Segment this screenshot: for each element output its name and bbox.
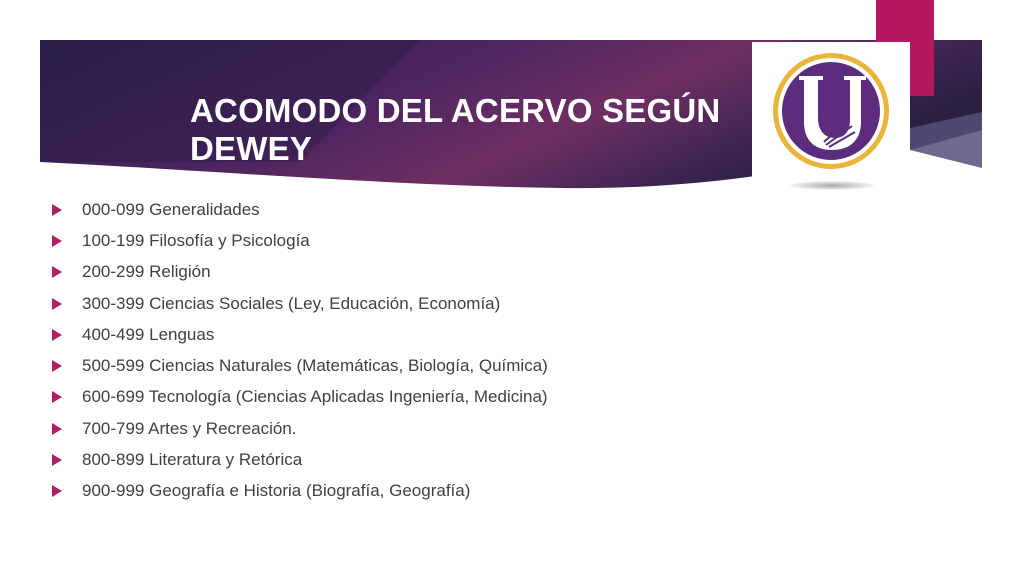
list-item-text: 900-999 Geografía e Historia (Biografía, Geografía) bbox=[82, 481, 471, 501]
list-item bbox=[52, 476, 548, 507]
list-item-text: 800-899 Literatura y Retórica bbox=[82, 450, 303, 470]
list-item bbox=[52, 350, 548, 381]
list-item bbox=[52, 382, 548, 413]
list-item-text: 700-799 Artes y Recreación. bbox=[82, 418, 297, 438]
list-item bbox=[52, 444, 548, 475]
triangle-right-icon bbox=[52, 204, 62, 216]
triangle-right-icon bbox=[52, 485, 62, 497]
triangle-right-icon bbox=[52, 298, 62, 310]
title-line-1: ACOMODO DEL ACERVO SEGÚN bbox=[190, 92, 721, 129]
list-item-text: 200-299 Religión bbox=[82, 262, 211, 282]
triangle-right-icon bbox=[52, 235, 62, 247]
list-item bbox=[52, 225, 548, 256]
dewey-list bbox=[52, 194, 548, 507]
list-item bbox=[52, 288, 548, 319]
list-item-text: 000-099 Generalidades bbox=[82, 199, 260, 219]
triangle-right-icon bbox=[52, 454, 62, 466]
triangle-right-icon bbox=[52, 266, 62, 278]
triangle-right-icon bbox=[52, 360, 62, 372]
triangle-right-icon bbox=[52, 329, 62, 341]
university-logo-icon bbox=[752, 42, 910, 178]
list-item bbox=[52, 319, 548, 350]
list-item bbox=[52, 413, 548, 444]
logo-shadow bbox=[790, 181, 874, 190]
list-item bbox=[52, 257, 548, 288]
triangle-right-icon bbox=[52, 391, 62, 403]
slide-title bbox=[190, 92, 750, 168]
list-item bbox=[52, 194, 548, 225]
list-item-text: 400-499 Lenguas bbox=[82, 324, 215, 344]
title-line-2: DEWEY bbox=[190, 130, 313, 167]
list-item-text: 500-599 Ciencias Naturales (Matemáticas, Biología, Química) bbox=[82, 356, 548, 376]
list-item-text: 600-699 Tecnología (Ciencias Aplicadas Ingeniería, Medicina) bbox=[82, 387, 548, 407]
triangle-right-icon bbox=[52, 423, 62, 435]
logo-card bbox=[752, 42, 910, 178]
list-item-text: 100-199 Filosofía y Psicología bbox=[82, 230, 310, 250]
list-item-text: 300-399 Ciencias Sociales (Ley, Educación, Economía) bbox=[82, 293, 501, 313]
